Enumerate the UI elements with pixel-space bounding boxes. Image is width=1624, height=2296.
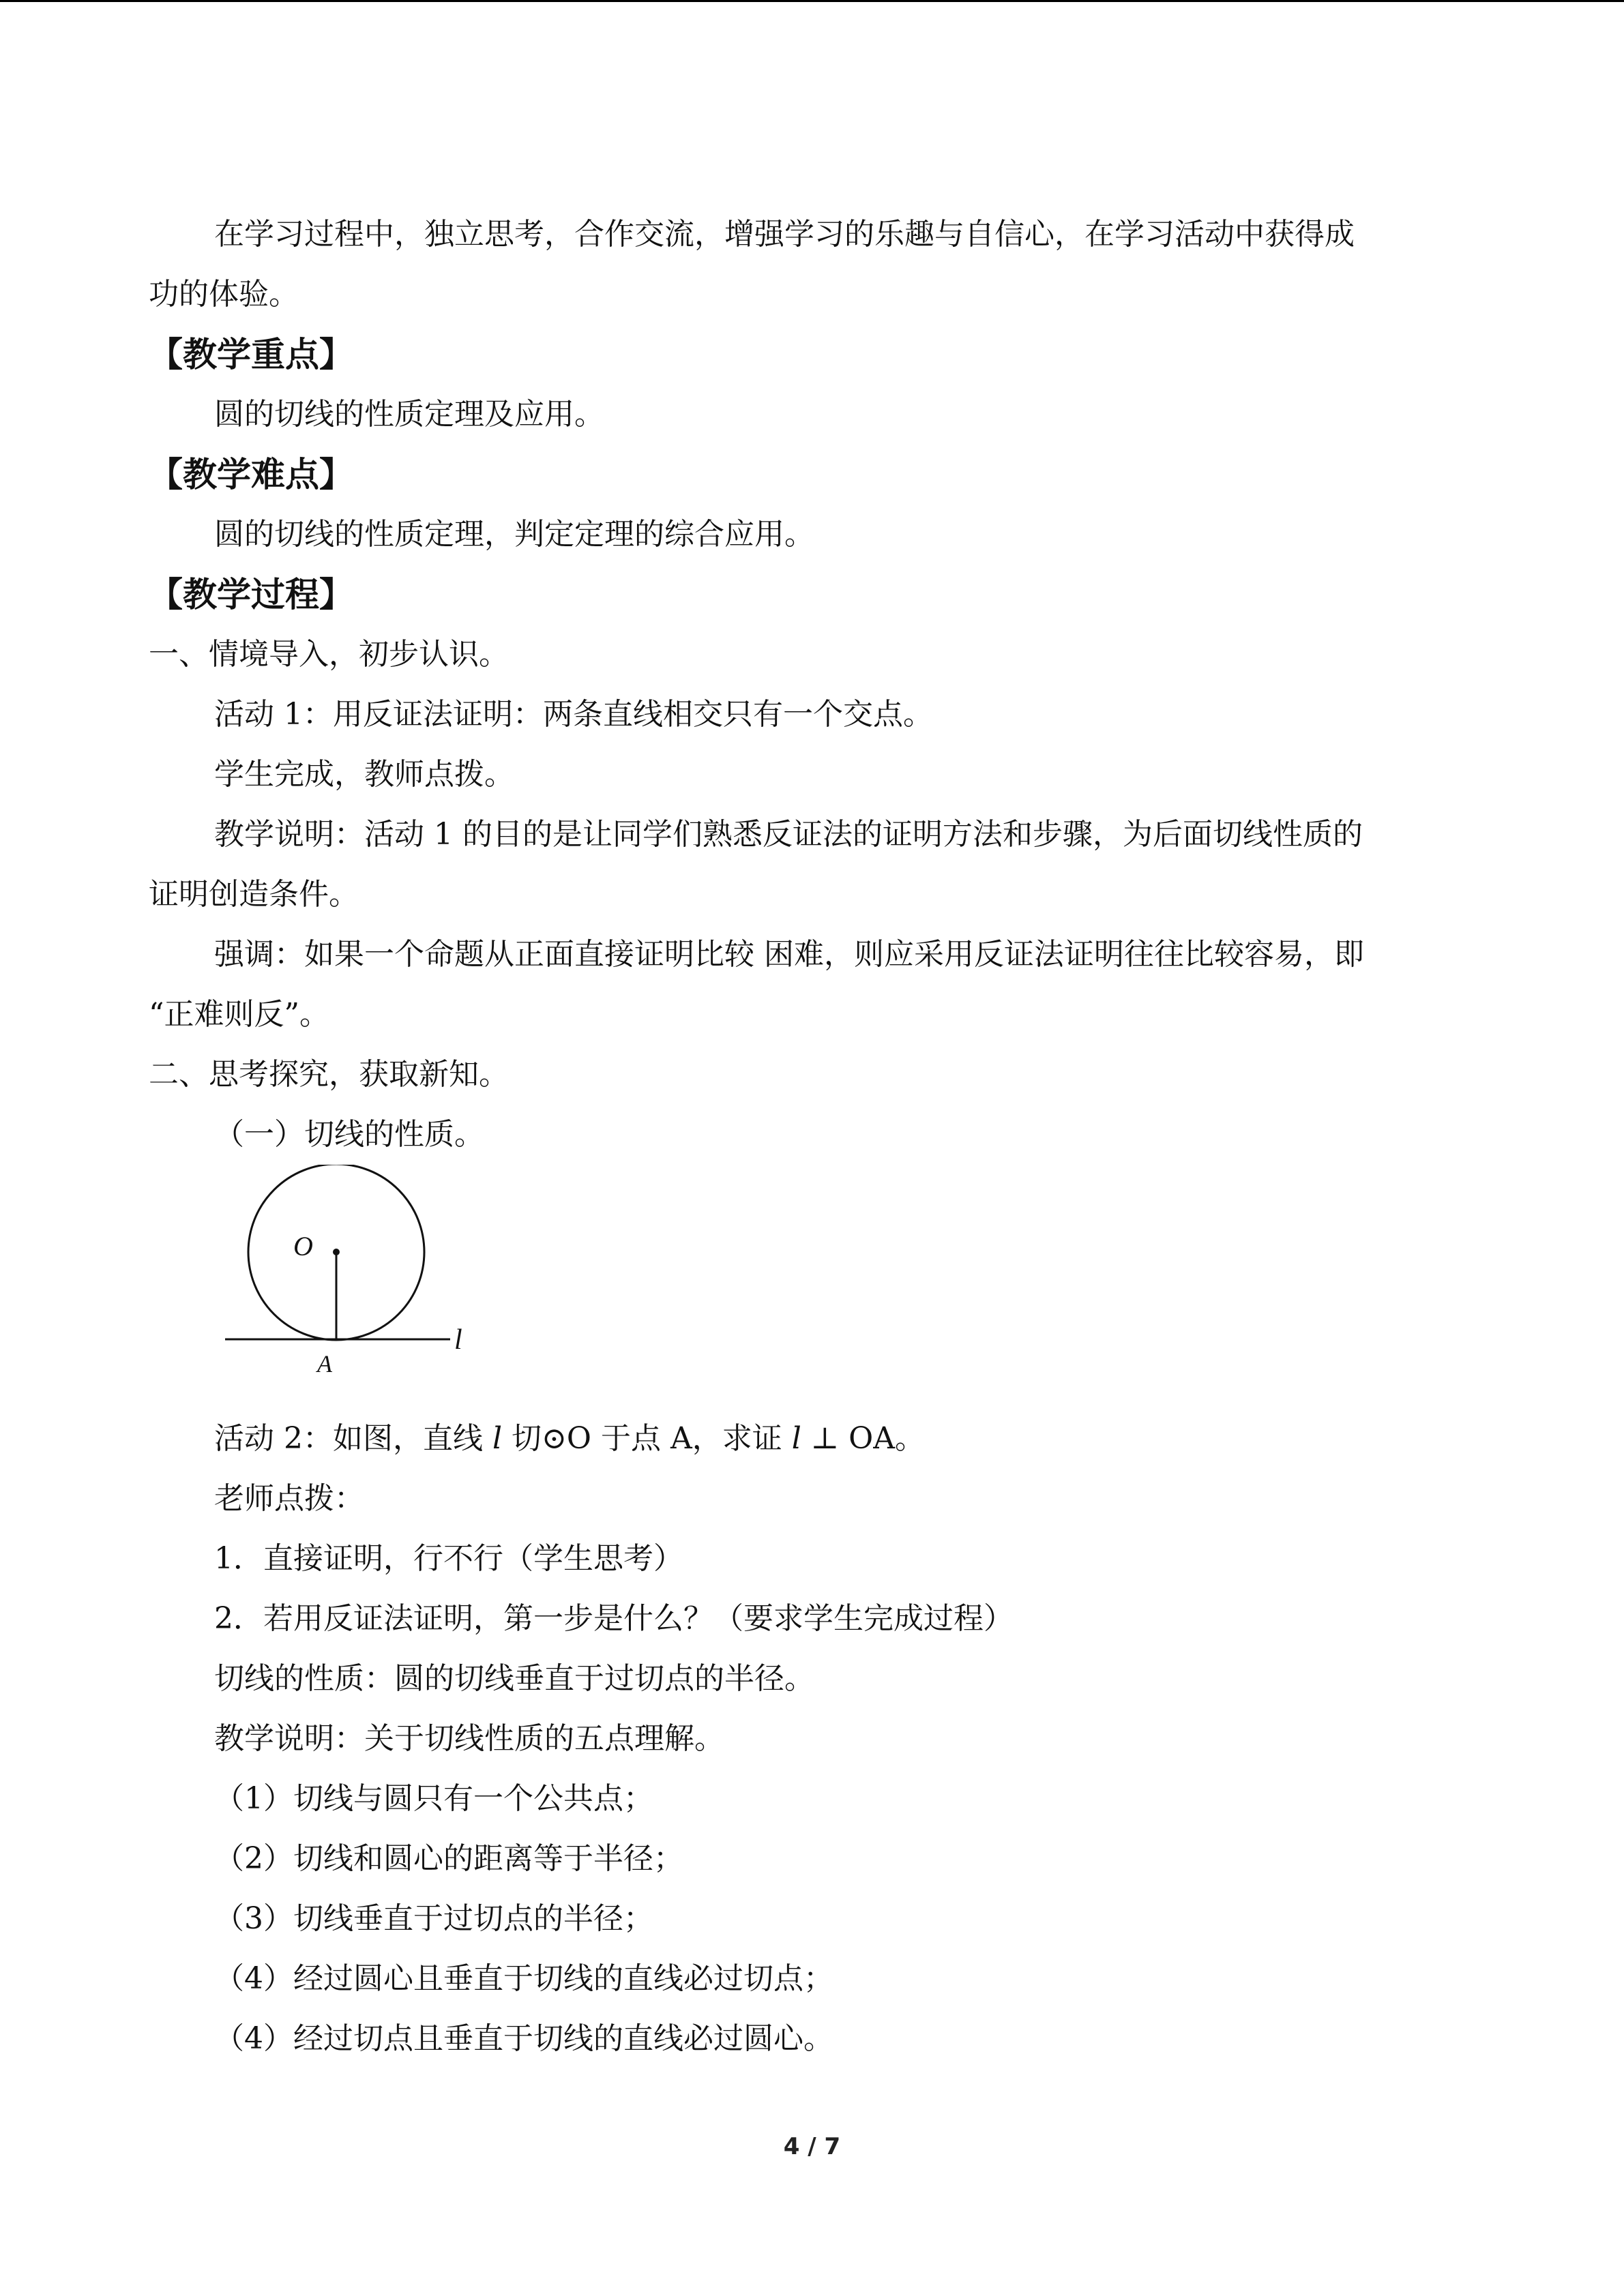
document-page: [149, 205, 1479, 2069]
heading-teaching-difficulty: 【教学难点】: [149, 455, 353, 494]
activity-two: [149, 1409, 1479, 1469]
teaching-focus-text: 圆的切线的性质定理及应用。: [214, 397, 604, 432]
tangent-circle-figure: [225, 1165, 1479, 1409]
activity-two-part-c: ⊥ OA。: [801, 1421, 925, 1456]
guidance-step-1: 1．直接证明，行不行（学生思考）: [214, 1541, 683, 1576]
section-two-title: 二、思考探究，获取新知。: [149, 1057, 509, 1092]
heading-teaching-focus: 【教学重点】: [149, 335, 353, 374]
label-a: A: [317, 1350, 332, 1377]
label-l: l: [454, 1324, 462, 1356]
objective-paragraph: 在学习过程中，独立思考，合作交流，增强学习的乐趣与自信心，在学习活动中获得成: [214, 217, 1355, 252]
understanding-item-3: （3）切线垂直于过切点的半径；: [214, 1901, 653, 1936]
activity-one-note: 学生完成，教师点拨。: [214, 757, 514, 792]
activity-one: 活动 1：用反证法证明：两条直线相交只有一个交点。: [214, 697, 933, 732]
teacher-guidance: 老师点拨：: [214, 1481, 364, 1516]
heading-teaching-process: 【教学过程】: [149, 575, 353, 614]
teaching-explanation-two: 教学说明：关于切线性质的五点理解。: [214, 1721, 724, 1756]
understanding-item-2: （2）切线和圆心的距离等于半径；: [214, 1841, 683, 1876]
tangent-property-statement: 切线的性质：圆的切线垂直于过切点的半径。: [214, 1661, 814, 1696]
page-number: 4 / 7: [783, 2133, 841, 2160]
tangent-circle-svg: [225, 1165, 512, 1409]
understanding-item-5: （4）经过切点且垂直于切线的直线必过圆心。: [214, 2021, 833, 2056]
teaching-explanation-one-cont: 证明创造条件。: [149, 877, 359, 912]
teaching-explanation-one: 教学说明：活动 1 的目的是让同学们熟悉反证法的证明方法和步骤，为后面切线性质的: [214, 817, 1363, 852]
activity-two-var-l2: l: [791, 1421, 801, 1456]
teaching-difficulty-text: 圆的切线的性质定理，判定定理的综合应用。: [214, 517, 814, 552]
label-o: O: [293, 1231, 313, 1262]
objective-paragraph-cont: 功的体验。: [149, 277, 299, 312]
center-point-o: [333, 1249, 340, 1255]
emphasis-paragraph-cont: “正难则反”。: [149, 997, 329, 1032]
understanding-item-1: （1）切线与圆只有一个公共点；: [214, 1781, 653, 1816]
section-one-title: 一、情境导入，初步认识。: [149, 637, 509, 672]
activity-two-part-b: 切⊙O 于点 A，求证: [502, 1421, 792, 1456]
guidance-step-2: 2．若用反证法证明，第一步是什么？（要求学生完成过程）: [214, 1601, 1014, 1636]
activity-two-var-l1: l: [492, 1421, 503, 1456]
top-border-line: [0, 0, 1624, 2]
emphasis-paragraph: 强调：如果一个命题从正面直接证明比较 困难，则应采用反证法证明往往比较容易，即: [214, 937, 1364, 972]
understanding-item-4: （4）经过圆心且垂直于切线的直线必过切点；: [214, 1961, 833, 1996]
activity-two-part-a: 活动 2：如图，直线: [214, 1421, 492, 1456]
subsection-tangent-property: （一）切线的性质。: [214, 1117, 484, 1152]
